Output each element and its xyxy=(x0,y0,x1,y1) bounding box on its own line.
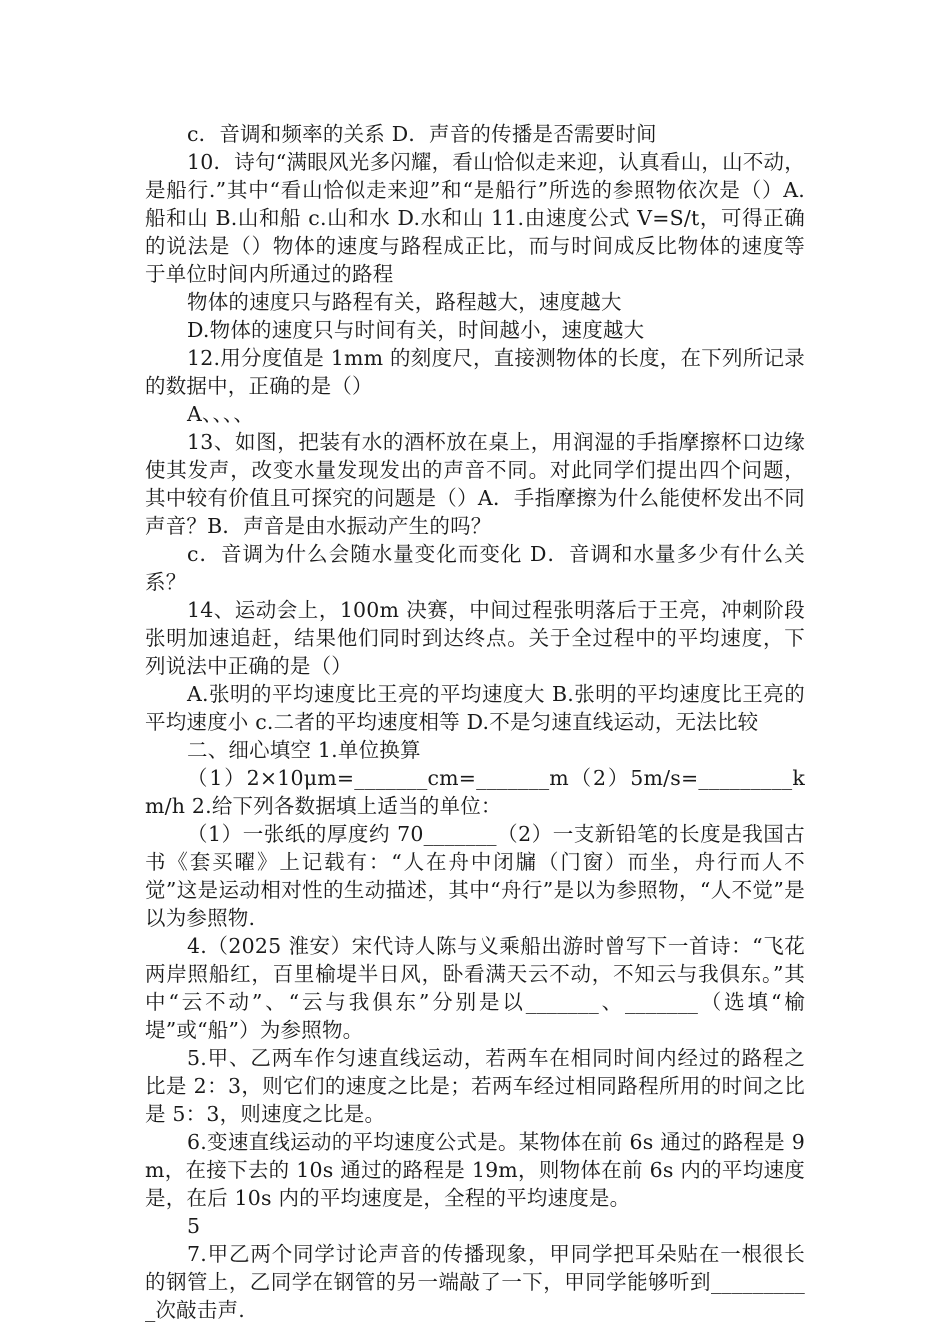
paragraph-question-14: 14、运动会上，100m 决赛，中间过程张明落后于王亮，冲刺阶段张明加速追赶，结果他们同时到达终点。关于全过程中的平均速度，下列说法中正确的是（） xyxy=(145,598,805,678)
paragraph-question-12-options: A、、、、 xyxy=(187,402,255,426)
paragraph-option-c: 物体的速度只与路程有关，路程越大，速度越大 xyxy=(187,290,622,314)
paragraph-unit-conversion: （1）2×10μm=_______cm=_______m（2）5m/s=_________km/h 2.给下列各数据填上适当的单位： xyxy=(145,766,805,818)
paragraph-question-4: 4.（2025 淮安）宋代诗人陈与义乘船出游时曾写下一首诗：“飞花两岸照船红，百里榆堤半日风，卧看满天云不动，不知云与我俱东。”其中“云不动”、“云与我俱东”分别是以_______、_______（选填“榆堤”或“船”）为参照物。 xyxy=(145,934,805,1042)
paragraph-question-5: 5.甲、乙两车作匀速直线运动，若两车在相同时间内经过的路程之比是 2：3，则它们的速度之比是；若两车经过相同路程所用的时间之比是 5：3，则速度之比是。 xyxy=(145,1046,805,1126)
paragraph-question-10-11: 10．诗句“满眼风光多闪耀，看山恰似走来迎，认真看山，山不动，是船行.”其中“看山恰似走来迎”和“是船行”所选的参照物依次是（）A.船和山 B.山和船 c.山和水 D.水和山 11.由速度公式 V=S/t，可得正确的说法是（）物体的速度与路程成正比，而与时间成反比物体的速度等于单位时间内所通过的路程 xyxy=(145,150,805,286)
paragraph-option-cd: c．音调和频率的关系 D．声音的传播是否需要时间 xyxy=(187,122,657,146)
paragraph-question-14-options: A.张明的平均速度比王亮的平均速度大 B.张明的平均速度比王亮的平均速度小 c.二者的平均速度相等 D.不是匀速直线运动，无法比较 xyxy=(145,682,805,734)
page-number: 5 xyxy=(187,1214,201,1238)
paragraph-question-12: 12.用分度值是 1mm 的刻度尺，直接测物体的长度，在下列所记录的数据中，正确的是（） xyxy=(145,346,805,398)
paragraph-question-7: 7.甲乙两个同学讨论声音的传播现象，甲同学把耳朵贴在一根很长的钢管上，乙同学在钢管的另一端敲了一下，甲同学能够听到__________次敲击声. xyxy=(145,1242,805,1322)
paragraph-question-13: 13、如图，把装有水的酒杯放在桌上，用润湿的手指摩擦杯口边缘使其发声，改变水量发现发出的声音不同。对此同学们提出四个问题，其中较有价值且可探究的问题是（）A．手指摩擦为什么能使杯发出不同声音？B．声音是由水振动产生的吗？ xyxy=(145,430,805,538)
section-heading-fill-in: 二、细心填空 1.单位换算 xyxy=(187,738,421,762)
paragraph-units-and-reference: （1）一张纸的厚度约 70_______（2）一支新铅笔的长度是我国古书《套买曜》上记载有：“人在舟中闭牖（门窗）而坐，舟行而人不觉”这是运动相对性的生动描述，其中“舟行”是以为参照物，“人不觉”是以为参照物. xyxy=(145,822,805,930)
paragraph-question-6: 6.变速直线运动的平均速度公式是。某物体在前 6s 通过的路程是 9m，在接下去的 10s 通过的路程是 19m，则物体在前 6s 内的平均速度是，在后 10s 内的平均速度是，全程的平均速度是。 xyxy=(145,1130,805,1210)
document-page xyxy=(145,120,805,1324)
paragraph-question-13-options: c．音调为什么会随水量变化而变化 D．音调和水量多少有什么关系？ xyxy=(145,542,805,594)
paragraph-option-d: D.物体的速度只与时间有关，时间越小，速度越大 xyxy=(187,318,645,342)
